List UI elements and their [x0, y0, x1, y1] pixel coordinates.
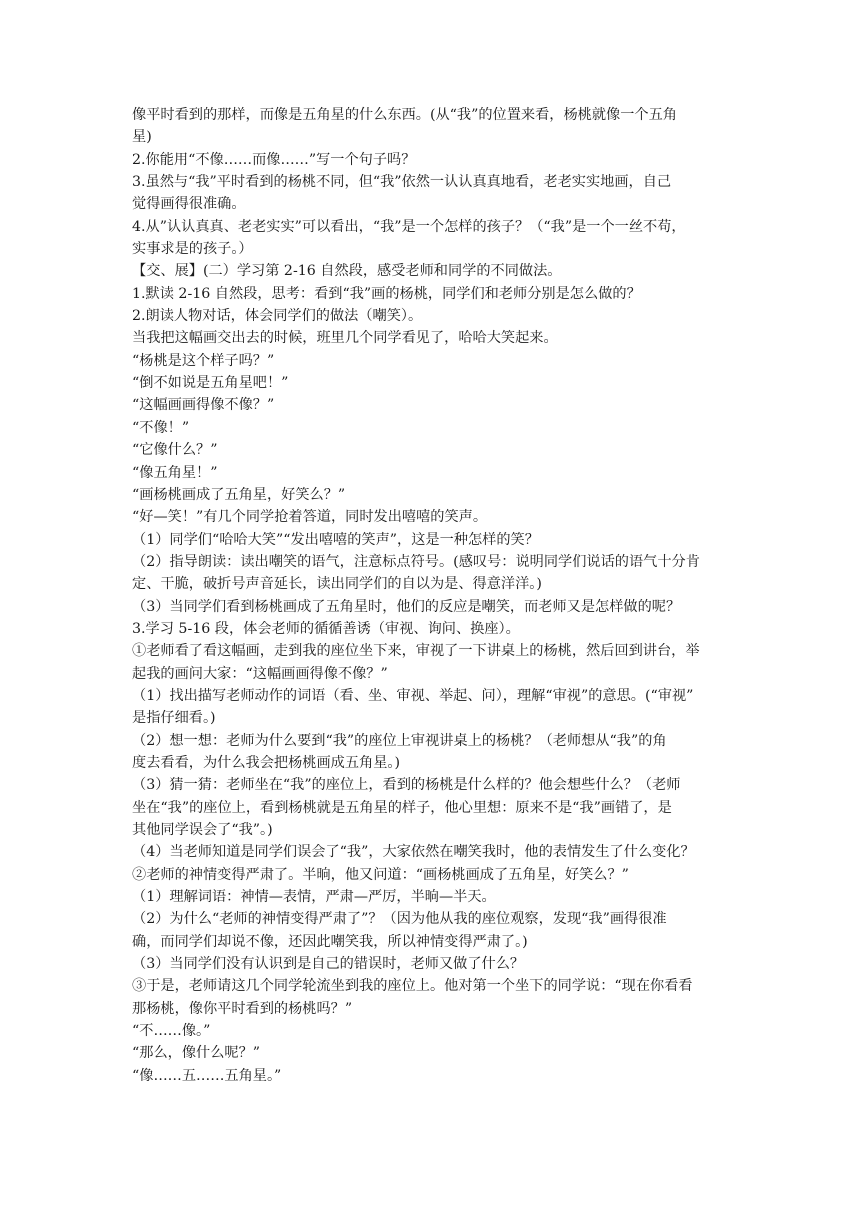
document-page — [132, 104, 734, 1087]
text-line: （4）当老师知道是同学们误会了“我”，大家依然在嘲笑我时，他的表情发生了什么变化？ — [132, 844, 695, 861]
text-line: （2）想一想：老师为什么要到“我”的座位上审视讲桌上的杨桃？（老师想从“我”的角 — [132, 732, 667, 749]
text-line: 起我的画问大家：“这幅画画得像不像？” — [132, 665, 388, 682]
text-line: 定、干脆，破折号声音延长，读出同学们的自以为是、得意洋洋。) — [132, 576, 542, 593]
text-line: 度去看看，为什么我会把杨桃画成五角星。) — [132, 754, 400, 771]
text-line: 那杨桃，像你平时看到的杨桃吗？” — [132, 1000, 353, 1017]
dialogue-line: “倒不如说是五角星吧！” — [132, 375, 289, 392]
text-line: 确，而同学们却说不像，还因此嘲笑我，所以神情变得严肃了。) — [132, 933, 528, 950]
text-line: ③于是，老师请这几个同学轮流坐到我的座位上。他对第一个坐下的同学说：“现在你看看 — [132, 978, 693, 995]
dialogue-line: “不像！” — [132, 419, 190, 436]
text-line: 像平时看到的那样，而像是五角星的什么东西。(从“我”的位置来看，杨桃就像一个五角 — [132, 107, 677, 123]
text-line: 是指仔细看。) — [132, 710, 216, 727]
text-line: 1.默读 2-16 自然段，思考：看到“我”画的杨桃，同学们和老师分别是怎么做的？ — [132, 285, 641, 302]
text-line: ①老师看了看这幅画，走到我的座位坐下来，审视了一下讲桌上的杨桃，然后回到讲台，举 — [132, 643, 700, 660]
text-line: （1）同学们“哈哈大笑”“发出嘻嘻的笑声”，这是一种怎样的笑？ — [132, 531, 539, 548]
dialogue-line: “杨桃是这个样子吗？” — [132, 352, 275, 369]
text-line: （1）理解词语：神情—表情，严肃—严厉，半晌—半天。 — [132, 889, 496, 906]
text-line: ②老师的神情变得严肃了。半晌，他又问道：“画杨桃画成了五角星，好笑么？” — [132, 866, 629, 883]
dialogue-line: “那么，像什么呢？” — [132, 1045, 261, 1062]
section-heading: 【交、展】(二）学习第 2-16 自然段，感受老师和同学的不同做法。 — [132, 263, 562, 280]
dialogue-line: “它像什么？” — [132, 442, 218, 459]
dialogue-line: “不……像。” — [132, 1023, 211, 1040]
text-line: 实事求是的孩子。） — [132, 241, 253, 258]
text-line: 觉得画得很准确。 — [132, 196, 246, 213]
text-line: 当我把这幅画交出去的时候，班里几个同学看见了，哈哈大笑起来。 — [132, 330, 558, 347]
text-line: （3）当同学们没有认识到是自己的错误时，老师又做了什么？ — [132, 956, 525, 973]
dialogue-line: “画杨桃画成了五角星，好笑么？” — [132, 486, 346, 503]
text-line: 4.从”认认真真、老老实实”可以看出，“我”是一个怎样的孩子？（“我”是一个一丝不苟， — [132, 218, 686, 235]
dialogue-line: “像五角星！” — [132, 464, 218, 481]
text-line: （1）找出描写老师动作的词语（看、坐、审视、举起、问），理解“审视”的意思。(“审视” — [132, 687, 694, 704]
dialogue-line: “像……五……五角星。” — [132, 1067, 282, 1084]
text-line: （3）猜一猜：老师坐在“我”的座位上，看到的杨桃是什么样的？他会想些什么？（老师 — [132, 777, 681, 794]
text-line: 3.学习 5-16 段，体会老师的循循善诱（审视、询问、换座）。 — [132, 620, 520, 637]
text-line: 3.虽然与“我”平时看到的杨桃不同，但“我”依然一认认真真地看，老老实实地画，自己 — [132, 174, 672, 191]
text-line: 2.朗读人物对话，体会同学们的做法（嘲笑）。 — [132, 308, 423, 325]
text-line: （2）为什么“老师的神情变得严肃了”？（因为他从我的座位观察，发现“我”画得很准 — [132, 911, 667, 928]
text-line: 2.你能用“不像……而像……”写一个句子吗？ — [132, 151, 416, 168]
text-line: 其他同学误会了“我”。) — [132, 822, 273, 838]
text-line: （2）指导朗读：读出嘲笑的语气，注意标点符号。(感叹号：说明同学们说话的语气十分肯 — [132, 553, 700, 570]
dialogue-line: “这幅画画得像不像？” — [132, 397, 275, 414]
text-line: 星) — [132, 129, 152, 146]
dialogue-line: “好—笑！”有几个同学抢着答道，同时发出嘻嘻的笑声。 — [132, 509, 488, 526]
text-line: （3）当同学们看到杨桃画成了五角星时，他们的反应是嘲笑，而老师又是怎样做的呢？ — [132, 598, 681, 615]
text-line: 坐在“我”的座位上，看到杨桃就是五角星的样子，他心里想：原来不是“我”画错了，是 — [132, 799, 672, 816]
